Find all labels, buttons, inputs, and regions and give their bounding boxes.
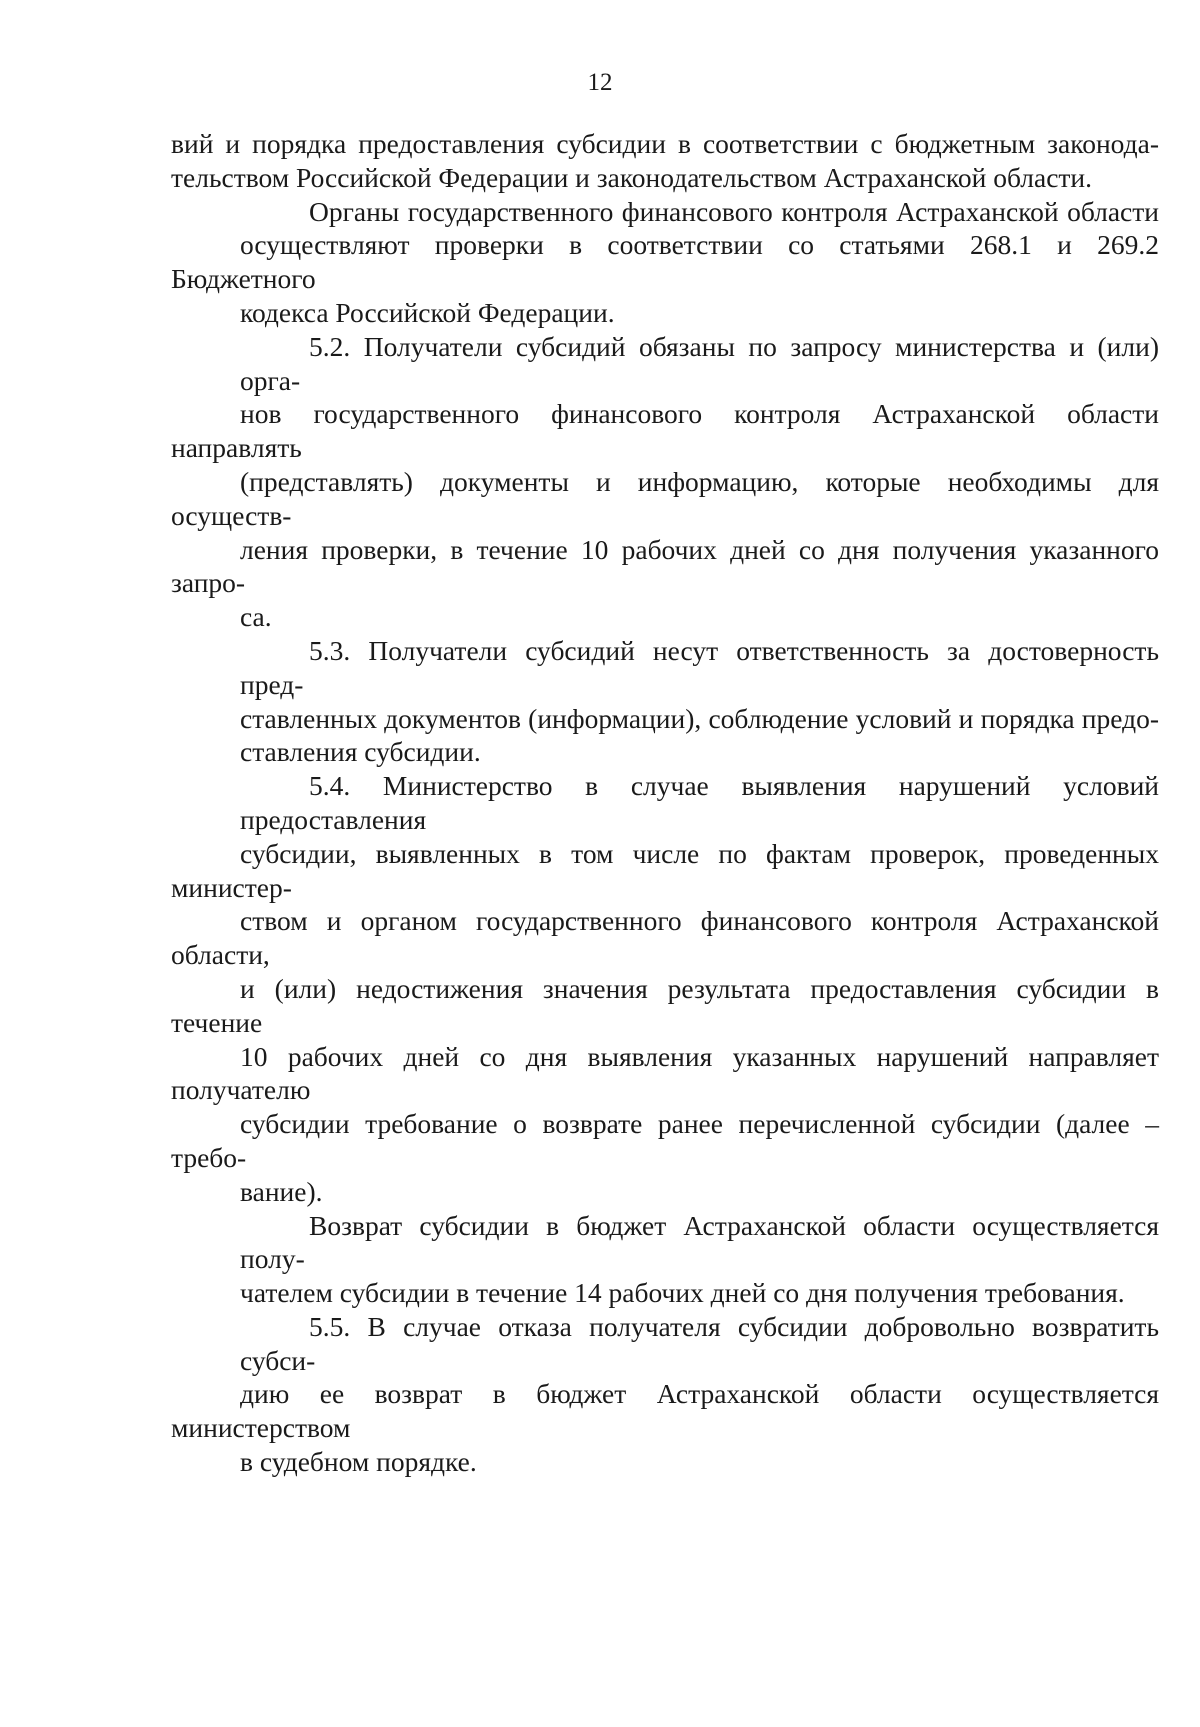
text-line: осуществляют проверки в соответствии со статьями 268.1 и 269.2 Бюджетного [171, 229, 1159, 295]
text-line: и (или) недостижения значения результата предоставления субсидии в течение [171, 972, 1159, 1038]
text-line: ством и органом государственного финансового контроля Астраханской области, [171, 905, 1159, 971]
text-line: Возврат субсидии в бюджет Астраханской области осуществляется полу- [240, 1209, 1159, 1275]
text-line: ления проверки, в течение 10 рабочих дней со дня получения указанного запро- [171, 533, 1159, 599]
text-line: дию ее возврат в бюджет Астраханской области осуществляется министерством [171, 1378, 1159, 1444]
text-line: чателем субсидии в течение 14 рабочих дней со дня получения требования. [240, 1277, 1125, 1309]
text-line: ставленных документов (информации), соблюдение условий и порядка предо- [240, 702, 1159, 734]
text-line: субсидии требование о возврате ранее перечисленной субсидии (далее – требо- [171, 1108, 1159, 1173]
text-line: са. [240, 601, 272, 633]
text-line: 5.3. Получатели субсидий несут ответственность за достоверность пред- [240, 634, 1159, 700]
text-line: Органы государственного финансового контроля Астраханской области [309, 195, 1159, 227]
text-line: нов государственного финансового контроля Астраханской области направлять [171, 398, 1159, 464]
text-line: 5.2. Получатели субсидий обязаны по запросу министерства и (или) орга- [240, 330, 1159, 396]
paragraph [171, 769, 1159, 1208]
paragraph [171, 1310, 1159, 1479]
paragraph [171, 330, 1159, 634]
document-body [171, 127, 1159, 1479]
text-line: ставления субсидии. [240, 736, 481, 768]
text-line: 10 рабочих дней со дня выявления указанных нарушений направляет получателю [171, 1040, 1159, 1106]
text-line: вий и порядка предоставления субсидии в соответствии с бюджетным законода- [171, 128, 1159, 159]
paragraph [171, 1209, 1159, 1310]
text-line: в судебном порядке. [240, 1446, 477, 1478]
text-line: тельством Российской Федерации и законодательством Астраханской области. [171, 161, 1093, 193]
text-line: кодекса Российской Федерации. [240, 296, 615, 328]
text-line: (представлять) документы и информацию, которые необходимы для осуществ- [171, 465, 1159, 531]
paragraph [171, 195, 1159, 330]
paragraph [171, 127, 1159, 195]
paragraph [171, 634, 1159, 769]
text-line: вание). [240, 1175, 323, 1207]
page-number: 12 [587, 69, 613, 96]
text-line: 5.5. В случае отказа получателя субсидии добровольно возвратить субси- [240, 1310, 1159, 1376]
text-line: 5.4. Министерство в случае выявления нарушений условий предоставления [240, 770, 1159, 835]
text-line: субсидии, выявленных в том числе по фактам проверок, проведенных министер- [171, 837, 1159, 903]
